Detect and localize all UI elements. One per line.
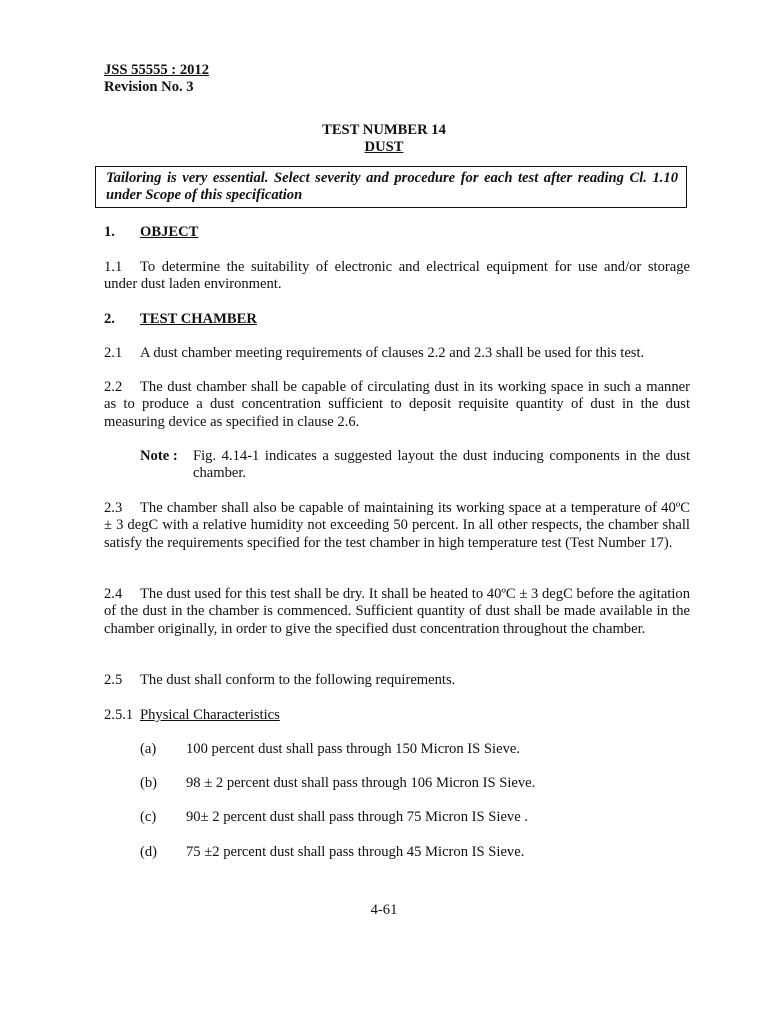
section-title: OBJECT: [140, 224, 199, 240]
clause-2-2: [104, 379, 690, 431]
item-label: (c): [140, 809, 157, 825]
section-heading-test-chamber: [104, 311, 257, 328]
clause-text: The dust used for this test shall be dry. It shall be heated to 40ºC ± 3 degC before the agitation of the dust in the chamber is commenced. Sufficient quantity of dust shall be made available in the chamber originally, in order to give the specified dust concentration throughout the chamber.: [104, 586, 690, 637]
clause-number: 2.2: [104, 379, 123, 395]
section-title: TEST CHAMBER: [140, 311, 257, 327]
section-number: 2.: [104, 311, 115, 327]
clause-title: Physical Characteristics: [140, 707, 280, 723]
item-label: (a): [140, 741, 157, 757]
note-block: [140, 448, 690, 483]
clause-2-1: [104, 345, 690, 362]
item-text: 75 ±2 percent dust shall pass through 45 Micron IS Sieve.: [186, 844, 525, 860]
item-text: 98 ± 2 percent dust shall pass through 106 Micron IS Sieve.: [186, 775, 536, 791]
clause-text: A dust chamber meeting requirements of clauses 2.2 and 2.3 shall be used for this test.: [140, 345, 645, 361]
standard-number: JSS 55555 : 2012: [104, 62, 210, 78]
section-heading-object: [104, 224, 198, 241]
clause-text: The dust chamber shall be capable of circulating dust in its working space in such a manner as to produce a dust concentration sufficient to deposit requisite quantity of dust in the dust measuring device as specified in clause 2.6.: [104, 379, 690, 430]
clause-text: The chamber shall also be capable of maintaining its working space at a temperature of 40ºC ± 3 degC with a relative humidity not exceeding 50 percent. In all other respects, the chamber shall satisfy the requirements specified for the test chamber in high temperature test (Test Number 17).: [104, 500, 690, 551]
test-name-title: DUST: [364, 139, 404, 156]
clause-number: 2.1: [104, 345, 123, 361]
clause-2-3: [104, 500, 690, 552]
revision-number: Revision No. 3: [104, 79, 194, 96]
list-item: [140, 844, 524, 861]
list-item: [140, 809, 528, 826]
clause-text: The dust shall conform to the following requirements.: [140, 672, 456, 688]
clause-2-5: [104, 672, 690, 689]
section-number: 1.: [104, 224, 115, 240]
tailoring-note-box: Tailoring is very essential. Select severity and procedure for each test after reading Cl. 1.10 under Scope of this specification: [95, 166, 687, 208]
list-item: [140, 741, 520, 758]
clause-number: 2.5: [104, 672, 123, 688]
item-text: 100 percent dust shall pass through 150 Micron IS Sieve.: [186, 741, 520, 757]
item-text: 90± 2 percent dust shall pass through 75 Micron IS Sieve .: [186, 809, 528, 825]
item-label: (b): [140, 775, 158, 791]
item-label: (d): [140, 844, 158, 860]
test-title: [0, 122, 768, 157]
clause-2-5-1: [104, 707, 280, 724]
clause-number: 1.1: [104, 259, 123, 275]
clause-number: 2.4: [104, 586, 123, 602]
document-header: [104, 62, 209, 97]
clause-number: 2.5.1: [104, 707, 134, 723]
note-label: Note :: [140, 448, 178, 464]
note-text: Fig. 4.14-1 indicates a suggested layout the dust inducing components in the dust chamber.: [193, 448, 690, 482]
clause-1-1: [104, 259, 690, 294]
clause-2-4: [104, 586, 690, 638]
page-number: 4-61: [370, 902, 398, 918]
list-item: [140, 775, 535, 792]
test-number-title: TEST NUMBER 14: [322, 122, 446, 138]
clause-number: 2.3: [104, 500, 123, 516]
clause-text: To determine the suitability of electronic and electrical equipment for use and/or storage under dust laden environment.: [104, 259, 690, 293]
